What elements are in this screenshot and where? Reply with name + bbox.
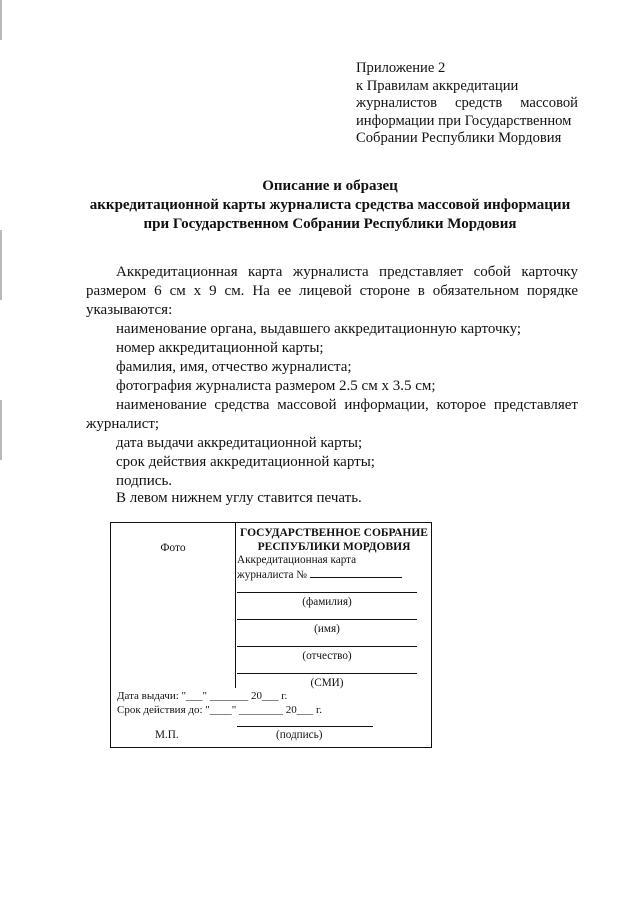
appendix-line-2: к Правилам аккредитации xyxy=(356,77,519,94)
issue-date: Дата выдачи: "___" _______ 20___ г. xyxy=(117,690,288,702)
appendix-word-2: средств xyxy=(455,95,503,112)
card-number-row xyxy=(237,567,402,582)
signature-caption: (подпись) xyxy=(276,729,323,741)
organization-name xyxy=(237,526,431,554)
name-caption: (имя) xyxy=(314,623,340,635)
scan-edge-mark-middle xyxy=(0,230,2,300)
org-line-2: РЕСПУБЛИКИ МОРДОВИЯ xyxy=(257,541,411,553)
surname-line xyxy=(237,592,417,593)
card-label-line-2: журналиста № xyxy=(237,569,307,581)
appendix-line-5: Собрании Республики Мордовия xyxy=(356,130,562,147)
list-item: фамилия, имя, отчество журналиста; xyxy=(116,359,352,375)
accreditation-card-sample xyxy=(110,522,432,748)
valid-until: Срок действия до: "____" ________ 20___ г. xyxy=(117,704,323,716)
scan-edge-mark-bottom xyxy=(0,400,2,460)
patronymic-line xyxy=(237,646,417,647)
appendix-word-1: журналистов xyxy=(356,95,438,112)
name-line xyxy=(237,619,417,620)
title-line-2: аккредитационной карты журналиста средства массовой информации xyxy=(89,197,571,213)
appendix-line-3 xyxy=(356,95,578,113)
stamp-label: М.П. xyxy=(155,729,179,741)
media-caption: (СМИ) xyxy=(310,677,344,689)
patronymic-caption: (отчество) xyxy=(302,650,352,662)
seal-note: В левом нижнем углу ставится печать. xyxy=(116,490,362,506)
card-label-line-1: Аккредитационная карта xyxy=(237,554,357,566)
list-item: срок действия аккредитационной карты; xyxy=(116,454,375,470)
photo-divider xyxy=(235,523,236,688)
list-item: фотография журналиста размером 2.5 см х 3.5 см; xyxy=(116,378,436,394)
appendix-note xyxy=(356,60,578,148)
list-item: дата выдачи аккредитационной карты; xyxy=(116,435,363,451)
org-line-1: ГОСУДАРСТВЕННОЕ СОБРАНИЕ xyxy=(240,527,428,539)
list-item: подпись. xyxy=(116,473,173,489)
document-title xyxy=(60,177,600,234)
title-line-3: при Государственном Собрании Республики Мордовия xyxy=(143,216,517,232)
list-item: наименование органа, выдавшего аккредитационную карточку; xyxy=(116,321,522,337)
surname-caption: (фамилия) xyxy=(302,596,352,608)
list-item: наименование средства массовой информации, которое представляет журналист; xyxy=(86,397,578,432)
appendix-word-3: массовой xyxy=(520,95,578,112)
appendix-line-1: Приложение 2 xyxy=(356,60,446,76)
card-number-line xyxy=(310,567,402,578)
card-label xyxy=(237,554,402,582)
photo-label: Фото xyxy=(160,542,186,554)
appendix-line-4: информации при Государственном xyxy=(356,112,572,129)
title-line-1: Описание и образец xyxy=(262,178,398,194)
list-item: номер аккредитационной карты; xyxy=(116,340,324,356)
media-line xyxy=(237,673,417,674)
required-fields-list xyxy=(86,320,578,491)
description-body xyxy=(86,263,578,491)
intro-paragraph: Аккредитационная карта журналиста представляет собой карточку размером 6 см х 9 см. На ее лицевой стороне в обязательном порядке указываются: xyxy=(86,264,578,318)
signature-line xyxy=(237,726,373,727)
scan-edge-mark-top xyxy=(0,0,2,40)
